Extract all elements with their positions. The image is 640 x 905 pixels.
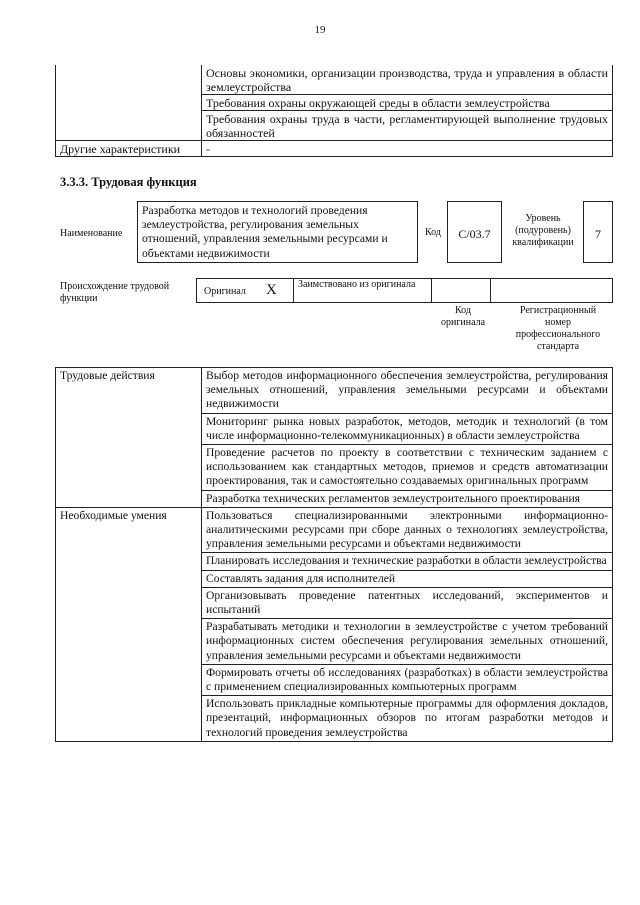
name-label: Наименование [60, 228, 123, 239]
table-cell: Проведение расчетов по проекту в соответствии с техническим заданием с использованием как стандартных методов, приемов и средств автоматизации проектирования, так и самостоятельно создаваемых оригинальных программ [202, 445, 613, 491]
page-number: 19 [314, 24, 326, 36]
code-label: Код [425, 227, 441, 238]
table-cell: Организовывать проведение патентных исследований, экспериментов и испытаний [202, 587, 613, 618]
table-cell-empty [56, 65, 202, 95]
other-characteristics-value: - [202, 141, 613, 157]
divider [490, 278, 491, 303]
table-cell: Основы экономики, организации производства, труда и управления в области землеустройства [202, 65, 613, 95]
table-cell: Планировать исследования и технические разработки в области землеустройства [202, 553, 613, 570]
qualification-level-box [583, 201, 613, 263]
table-row [56, 65, 613, 95]
table-row [56, 95, 613, 111]
qualification-level-label: Уровень (подуровень) квалификации [512, 213, 574, 248]
code-original-label: Код оригинала [440, 305, 486, 328]
registration-number-label: Регистрационный номер профессионального стандарта [515, 305, 601, 352]
original-label: Оригинал [204, 286, 246, 297]
divider [293, 278, 294, 303]
other-characteristics-label: Другие характеристики [56, 141, 202, 157]
table-row [56, 368, 613, 414]
table-cell: Выбор методов информационного обеспечения землеустройства, регулирования земельных отношений, управления земельными ресурсами и объектами недвижимости [202, 368, 613, 414]
section-title: 3.3.3. Трудовая функция [60, 175, 197, 189]
table-row [56, 141, 613, 157]
origin-code-cells [431, 278, 613, 303]
code-value: C/03.7 [458, 227, 491, 241]
table-cell: Разрабатывать методики и технологии в землеустройстве с учетом требований информационных систем обеспечения регулирования земельных отношений, управления земельными ресурсами и объектами недвижимости [202, 619, 613, 665]
labor-actions-label: Трудовые действия [56, 368, 202, 508]
labor-function-table [55, 367, 613, 742]
function-name-box [137, 201, 418, 263]
knowledge-table-continuation [55, 65, 613, 157]
table-cell: Формировать отчеты об исследованиях (разработках) в области землеустройства с применением специализированных компьютерных программ [202, 664, 613, 695]
table-cell: Составлять задания для исполнителей [202, 570, 613, 587]
original-mark: X [266, 282, 277, 298]
table-cell: Мониторинг рынка новых разработок, методов, методик и технологий (в том числе информационно-телекоммуникационных) в области землеустройства [202, 413, 613, 444]
table-cell-empty [56, 111, 202, 141]
qualification-level-value: 7 [595, 227, 601, 241]
code-box [447, 201, 502, 263]
required-skills-label: Необходимые умения [56, 507, 202, 741]
table-row [56, 507, 613, 553]
table-cell: Требования охраны окружающей среды в области землеустройства [202, 95, 613, 111]
table-cell: Пользоваться специализированными электронными информационно-аналитическими ресурсами при сборе данных о технологиях землеустройства, управления земельными ресурсами и объектами недвижимости [202, 507, 613, 553]
table-cell: Требования охраны труда в части, регламентирующей выполнение трудовых обязанностей [202, 111, 613, 141]
table-row [56, 111, 613, 141]
table-cell: Использовать прикладные компьютерные программы для оформления докладов, презентаций, информационных обзоров по итогам разработки методов и технологий проведения землеустройства [202, 696, 613, 742]
function-name-value: Разработка методов и технологий проведения землеустройства, регулирования земельных отношений, управления земельными ресурсами и объектами недвижимости [142, 204, 388, 260]
table-cell-empty [56, 95, 202, 111]
origin-label: Происхождение трудовой функции [60, 281, 170, 304]
table-cell: Разработка технических регламентов землеустроительного проектирования [202, 490, 613, 507]
borrowed-label: Заимствовано из оригинала [298, 279, 416, 290]
